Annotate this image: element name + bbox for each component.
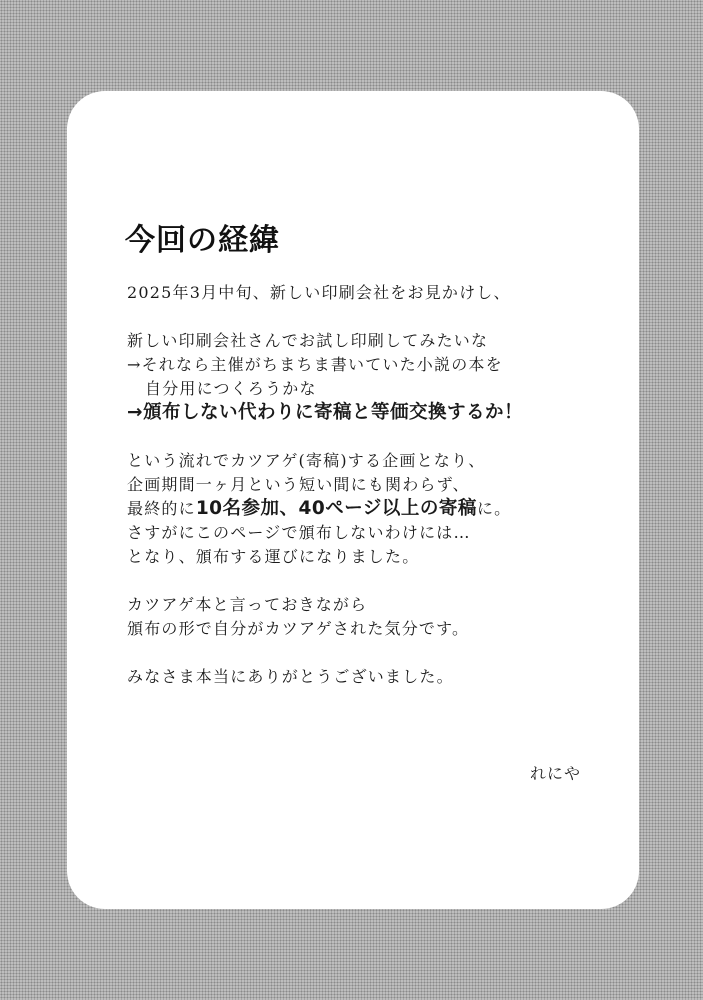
page-title: 今回の経緯 xyxy=(125,223,280,258)
text-line-9: さすがにこのページで頒布しないわけには… xyxy=(127,523,471,542)
text-line-3: →それなら主催がちまちま書いていた小説の本を xyxy=(127,355,503,374)
text-line-8-suffix: に。 xyxy=(476,499,512,518)
emphasis-participants: 10名参加、40ページ以上の寄稿 xyxy=(195,498,477,519)
text-line-11: カツアゲ本と言っておきながら xyxy=(127,595,368,614)
emphasis-line-exchange: →頒布しない代わりに寄稿と等価交換するか！ xyxy=(127,402,524,423)
spacer xyxy=(127,641,627,665)
text-line-12: 頒布の形で自分がカツアゲされた気分です。 xyxy=(127,619,470,638)
text-line-2: 新しい印刷会社さんでお試し印刷してみたいな xyxy=(127,331,489,350)
text-line-8-prefix: 最終的に xyxy=(127,499,196,518)
message-body xyxy=(127,281,627,689)
text-line-13: みなさま本当にありがとうございました。 xyxy=(127,667,454,686)
text-line-7: 企画期間一ヶ月という短い間にも関わらず、 xyxy=(127,475,470,494)
spacer xyxy=(127,569,627,593)
spacer xyxy=(127,305,627,329)
text-line-6: という流れでカツアゲ(寄稿)する企画となり、 xyxy=(127,451,486,470)
text-line-8 xyxy=(127,497,627,521)
author-signature: れにや xyxy=(529,764,581,783)
spacer xyxy=(127,425,627,449)
message-card xyxy=(67,91,639,909)
text-line-4: 自分用につくろうかな xyxy=(145,379,317,398)
text-line-1: 2025年3月中旬、新しい印刷会社をお見かけし、 xyxy=(127,283,511,302)
text-line-10: となり、頒布する運びになりました。 xyxy=(127,547,420,566)
